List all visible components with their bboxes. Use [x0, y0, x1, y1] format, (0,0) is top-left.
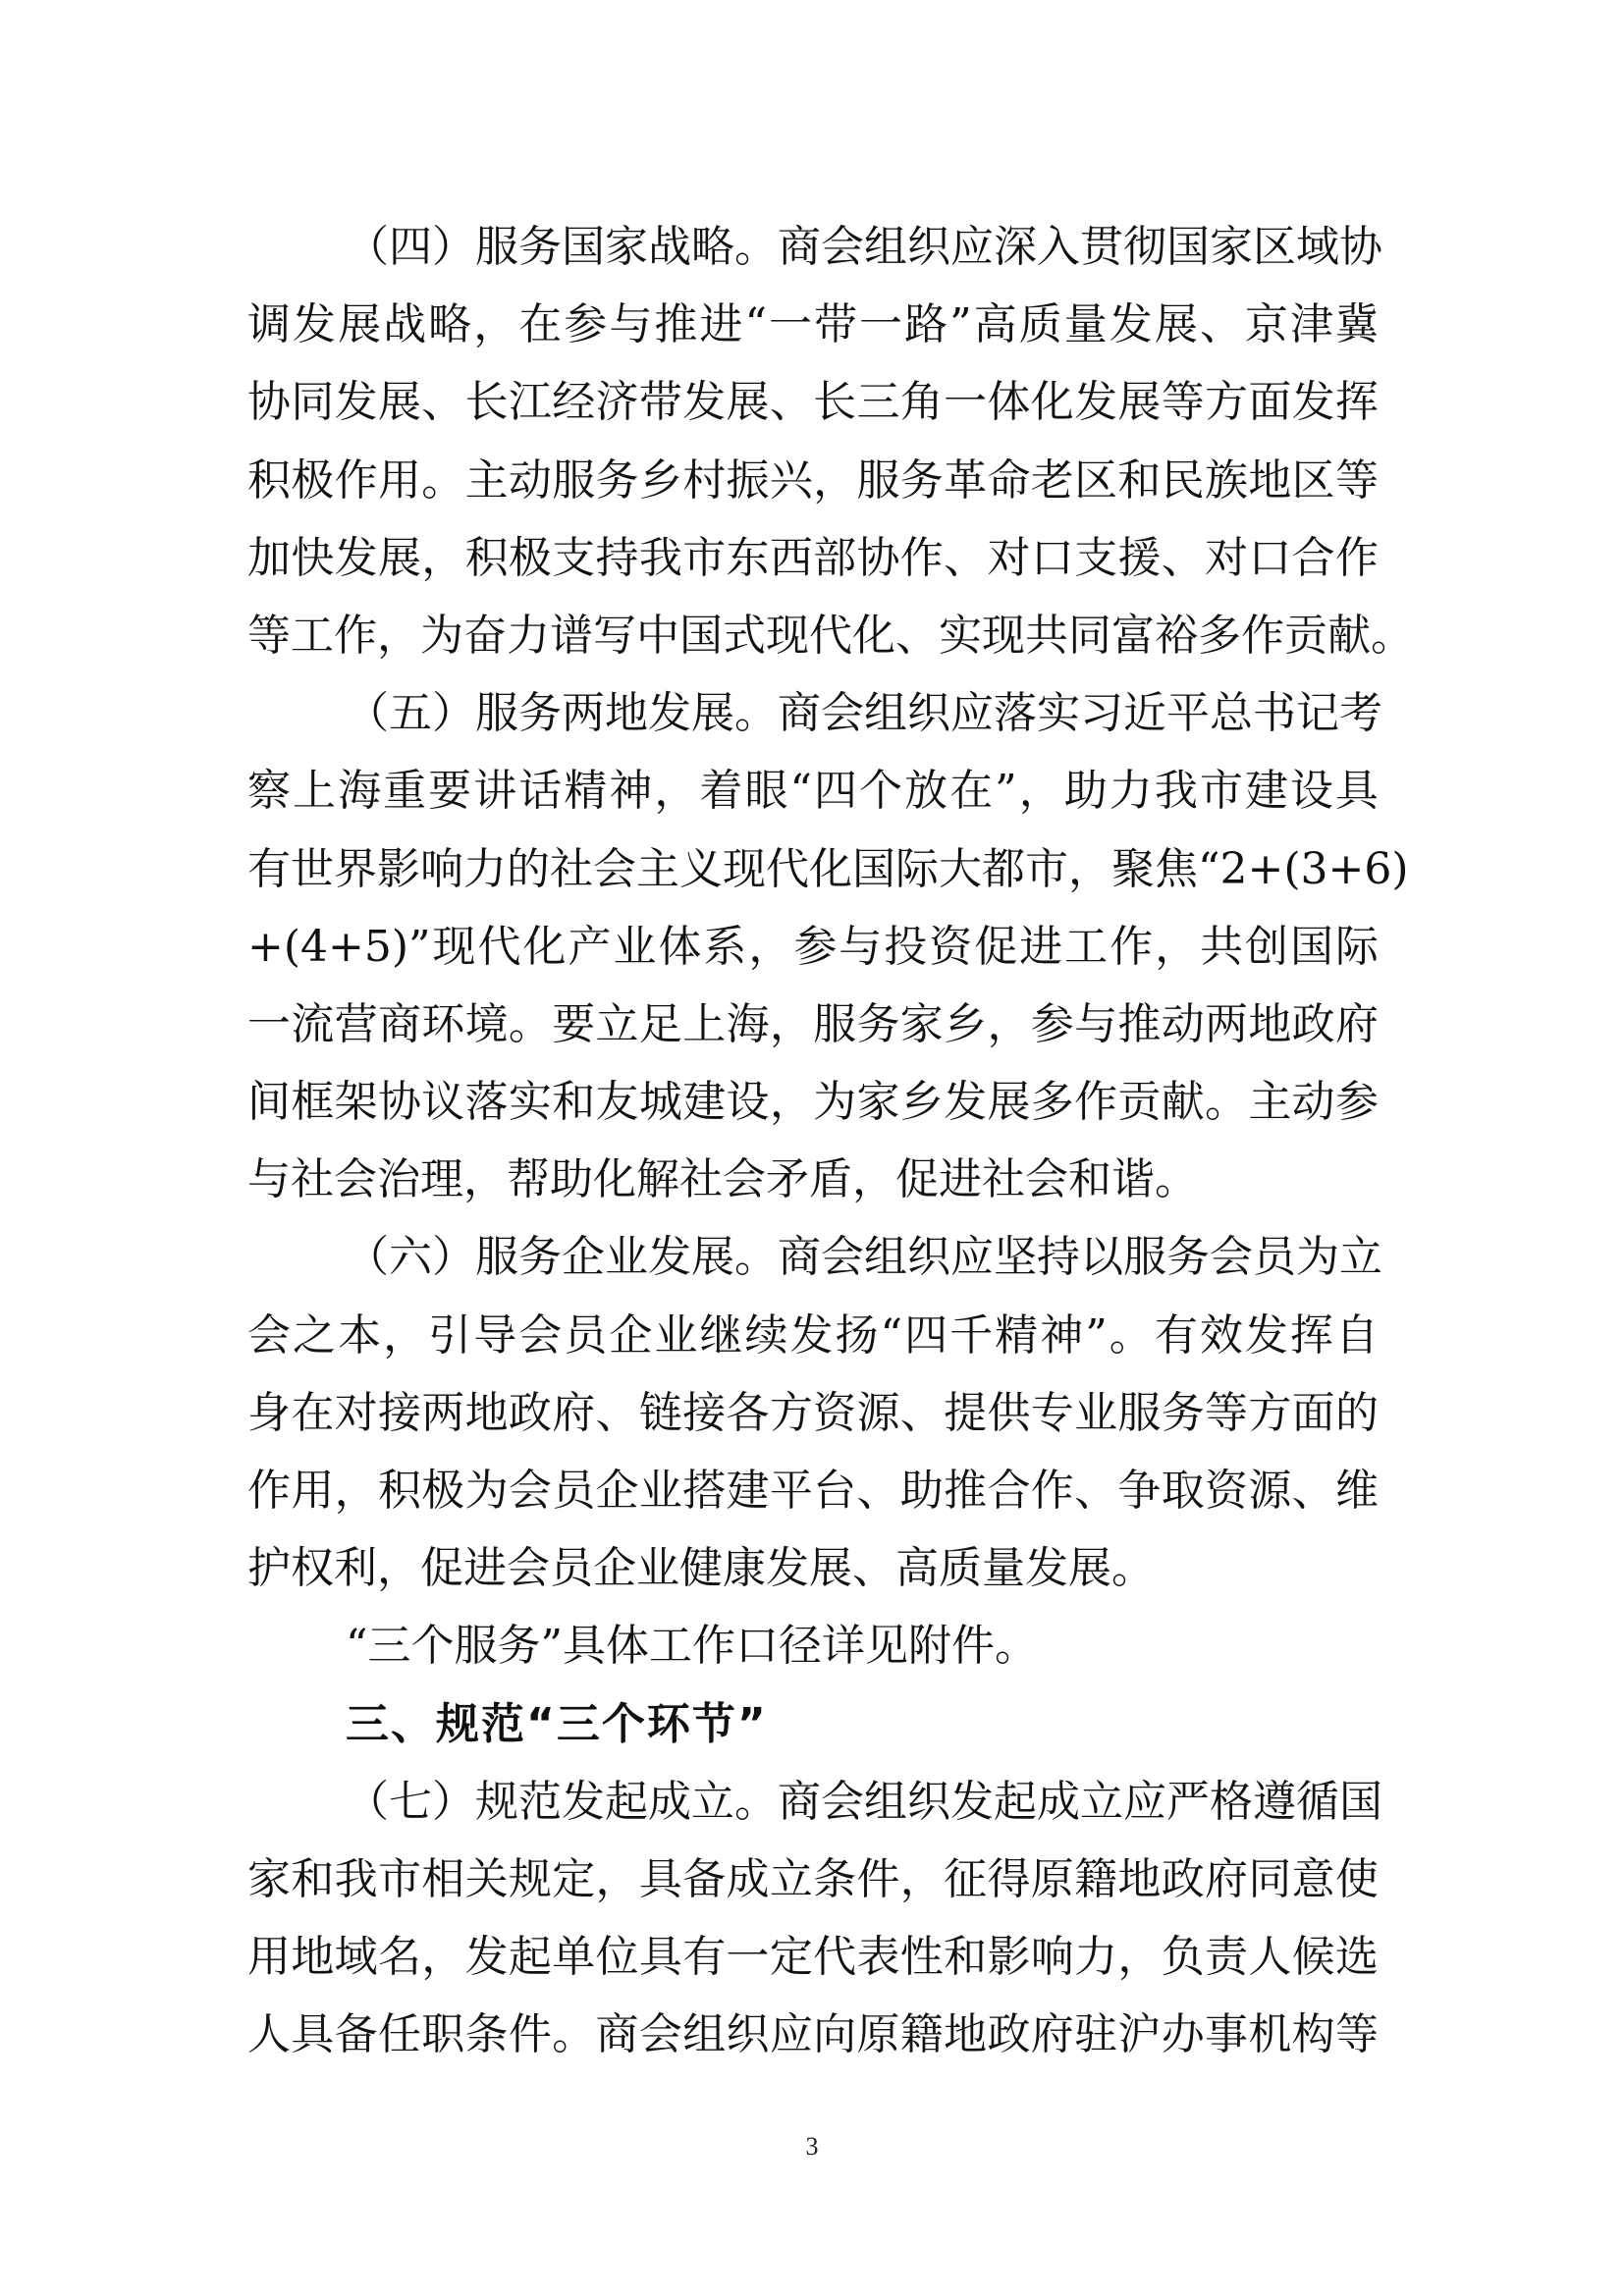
- text-line: （五）服务两地发展。商会组织应落实习近平总书记考: [346, 688, 1382, 739]
- text-line: +(4+5)”现代化产业体系，参与投资促进工作，共创国际: [247, 921, 1379, 972]
- heading-text: 三、规范“三个环节”: [346, 1698, 768, 1749]
- text-line: （四）服务国家战略。商会组织应深入贯彻国家区域协: [346, 222, 1382, 272]
- text-line: （六）服务企业发展。商会组织应坚持以服务会员为立: [346, 1232, 1382, 1283]
- text-line: 协同发展、长江经济带发展、长三角一体化发展等方面发挥: [247, 377, 1379, 428]
- page-number: 3: [805, 2132, 819, 2161]
- text-line: 加快发展，积极支持我市东西部协作、对口支援、对口合作: [247, 532, 1379, 583]
- paragraph-serve-enterprises: [247, 1218, 1382, 1607]
- document-body: [247, 208, 1414, 2074]
- text-line: 调发展战略，在参与推进“一带一路”高质量发展、京津冀: [247, 299, 1379, 350]
- text-line: 护权利，促进会员企业健康发展、高质量发展。: [247, 1543, 1155, 1594]
- text-line: 间框架协议落实和友城建设，为家乡发展多作贡献。主动参: [247, 1077, 1379, 1128]
- text-line: 等工作，为奋力谱写中国式现代化、实现共同富裕多作贡献。: [247, 610, 1414, 661]
- text-line: 积极作用。主动服务乡村振兴，服务革命老区和民族地区等: [247, 454, 1379, 506]
- section-heading: [247, 1685, 1379, 1763]
- paragraph-attachment-note: [247, 1607, 1379, 1684]
- text-line: 察上海重要讲话精神，着眼“四个放在”，助力我市建设具: [247, 766, 1379, 817]
- text-line: 作用，积极为会员企业搭建平台、助推合作、争取资源、维: [247, 1466, 1379, 1516]
- text-line: 身在对接两地政府、链接各方资源、提供专业服务等方面的: [247, 1387, 1379, 1438]
- text-line: 人具备任职条件。商会组织应向原籍地政府驻沪办事机构等: [247, 2009, 1379, 2060]
- text-line: 会之本，引导会员企业继续发扬“四千精神”。有效发挥自: [247, 1309, 1379, 1361]
- text-line: 有世界影响力的社会主义现代化国际大都市，聚焦“2+(3+6): [247, 843, 1409, 894]
- paragraph-regulate-establishment: [247, 1763, 1382, 2074]
- text-line: （七）规范发起成立。商会组织发起成立应严格遵循国: [346, 1776, 1382, 1827]
- text-line: 与社会治理，帮助化解社会矛盾，促进社会和谐。: [247, 1154, 1198, 1205]
- paragraph-serve-two-regions: [247, 674, 1409, 1218]
- paragraph-serve-national-strategy: [247, 208, 1414, 674]
- text-line: “三个服务”具体工作口径详见附件。: [346, 1621, 1038, 1672]
- text-line: 一流营商环境。要立足上海，服务家乡，参与推动两地政府: [247, 998, 1379, 1049]
- text-line: 家和我市相关规定，具备成立条件，征得原籍地政府同意使: [247, 1853, 1379, 1904]
- text-line: 用地域名，发起单位具有一定代表性和影响力，负责人候选: [247, 1932, 1379, 1983]
